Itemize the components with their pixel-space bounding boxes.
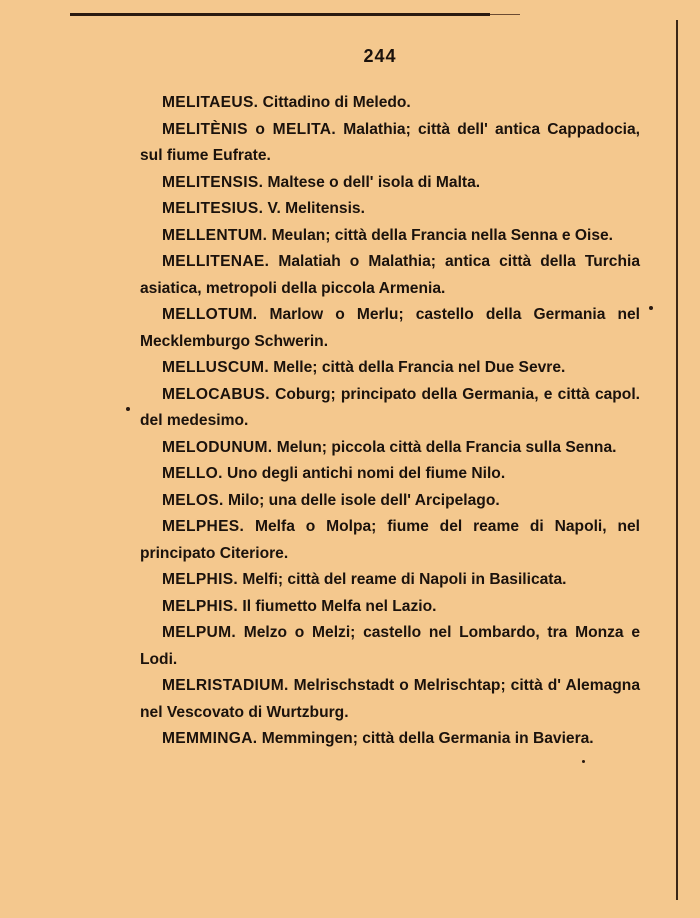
entry-body: Melrischstadt o Melrischtap; città d' Alemagna nel Vescovato di Wurtzburg.: [140, 677, 640, 721]
entry-head: MELITAEUS.: [162, 94, 259, 111]
entry-head: MEMMINGA.: [162, 730, 258, 747]
entry-body: Milo; una delle isole dell' Arcipelago.: [227, 491, 500, 509]
top-rule: [70, 13, 490, 16]
entry: [140, 567, 640, 594]
entry-head: MELOCABUS.: [162, 385, 270, 403]
entry-head: MELLENTUM.: [162, 226, 268, 244]
entry-body: Melfa o Molpa; fiume del reame di Napoli, nel principato Citeriore.: [140, 518, 640, 562]
entry-body: Cittadino di Meledo.: [262, 94, 411, 111]
entry-body: V. Melitensis.: [267, 200, 365, 217]
entry-body: Coburg; principato della Germania, e città capol. del medesimo.: [140, 385, 640, 429]
entry-head: MELOS.: [162, 491, 224, 509]
right-margin-rule: [676, 20, 678, 900]
entry: [140, 382, 640, 435]
entry: [140, 514, 640, 567]
entry-head: MELRISTADIUM.: [162, 677, 289, 694]
entry-body: Melun; piccola città della Francia sulla Senna.: [276, 438, 617, 456]
entry-body: Maltese o dell' isola di Malta.: [267, 173, 481, 191]
entry: [140, 461, 640, 488]
entry-head: MELODUNUM.: [162, 438, 273, 456]
entry-body: Malathia; città dell' antica Cappadocia, sul fiume Eufrate.: [140, 120, 640, 164]
entry-body: Meulan; città della Francia nella Senna e Oise.: [271, 226, 614, 244]
entry: [140, 620, 640, 673]
entry-head: MELITÈNIS o MELITA.: [162, 120, 336, 138]
entry-head: MELPHIS.: [162, 571, 239, 588]
entry: [140, 196, 640, 223]
entry-head: MELITENSIS.: [162, 173, 264, 191]
ink-speck: [582, 760, 585, 763]
page-number: 244: [363, 46, 397, 66]
entry-body: Melle; città della Francia nel Due Sevre.: [273, 359, 566, 376]
entry-head: MELLOTUM.: [162, 306, 258, 323]
entry: [140, 249, 640, 302]
entry-head: MELPHES.: [162, 518, 245, 535]
entry-head: MELLO.: [162, 465, 223, 482]
ink-speck: [649, 306, 653, 310]
entry: [140, 435, 640, 462]
entry: [140, 223, 640, 250]
entry: [140, 302, 640, 355]
entry-head: MELPHIS.: [162, 597, 239, 615]
entry-head: MELLITENAE.: [162, 253, 270, 270]
entry-body: Il fiumetto Melfa nel Lazio.: [242, 597, 437, 615]
entry: [140, 594, 640, 621]
entry-head: MELLUSCUM.: [162, 359, 269, 376]
entry-body: Memmingen; città della Germania in Baviera.: [261, 730, 594, 747]
entry: [140, 673, 640, 726]
ink-speck: [126, 407, 130, 411]
entry-head: MELITESIUS.: [162, 200, 264, 217]
entry-head: MELPUM.: [162, 624, 237, 641]
entry: [140, 726, 640, 753]
entry: [140, 170, 640, 197]
entry: [140, 355, 640, 382]
entry: [140, 90, 640, 117]
dictionary-text: [140, 90, 640, 753]
entry-body: Melzo o Melzi; castello nel Lombardo, tra Monza e Lodi.: [140, 624, 640, 668]
entry-body: Malatiah o Malathia; antica città della Turchia asiatica, metropoli della piccola Armenia.: [140, 253, 640, 297]
entry: [140, 488, 640, 515]
entry-body: Uno degli antichi nomi del fiume Nilo.: [227, 465, 506, 482]
entry-body: Melfi; città del reame di Napoli in Basilicata.: [242, 571, 567, 588]
top-rule-tail: [490, 14, 520, 15]
entry-body: Marlow o Merlu; castello della Germania nel Mecklemburgo Schwerin.: [140, 306, 640, 350]
entry: [140, 117, 640, 170]
